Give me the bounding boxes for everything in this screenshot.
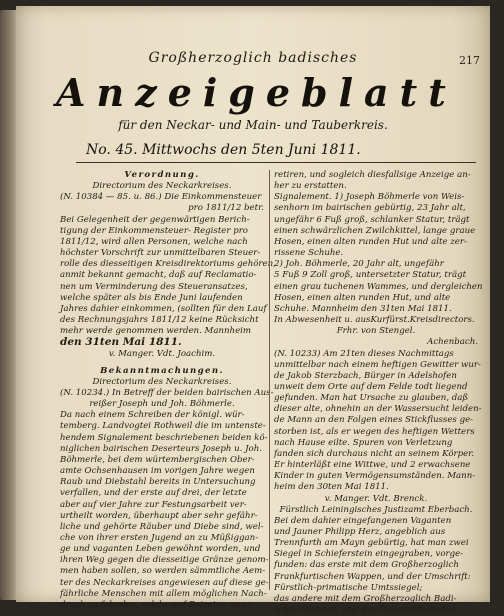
text-line: unweit dem Orte auf dem Felde todt liegend <box>274 381 468 392</box>
text-line: unmittelbar nach einem heftigen Gewitter wur- <box>274 359 481 370</box>
text-line: Directorium des Neckarkreises. <box>92 181 232 192</box>
newspaper-page <box>16 6 490 616</box>
text-line: den 31ten Mai 1811. <box>60 336 182 349</box>
text-line: storben ist, als er wegen des heftigen Wetters <box>274 426 475 437</box>
text-line: funden: das erste mit dem Großherzoglich <box>274 560 459 571</box>
text-line: Schuhe. Mannheim den 31ten Mai 1811. <box>274 303 452 314</box>
text-line: mehr werde genommen werden. Mannheim <box>60 326 252 337</box>
text-line: reißer Joseph und Joh. Böhmerle. <box>89 399 235 410</box>
text-line: che von ihrer ersten Jugend an zu Müßiggan- <box>60 533 259 543</box>
text-line: men haben sollen, so werden sämmtliche Aem- <box>60 566 266 577</box>
text-line: Frankfurtischen Wappen, und der Umschrift: <box>274 571 471 582</box>
text-line: (N. 10233) Am 21ten dieses Nachmittags <box>274 348 454 359</box>
text-line: Da nach einem Schreiben der königl. wür- <box>60 410 245 421</box>
text-line: und Jauner Philipp Herz, angeblich aus <box>274 527 446 537</box>
text-line: das andere mit dem Großherzoglich Badi- <box>274 593 457 604</box>
text-line: tigung der Einkommensteuer- Register pro <box>60 225 248 236</box>
text-line: welche später als bis Ende Juni laufenden <box>60 292 243 303</box>
text-line: Achenbach. <box>427 337 478 348</box>
text-line: schen Wappen, und der Umschrift: Baden- <box>274 605 459 616</box>
text-line: einen schwärzlichen Zwilchkittel, lange graue <box>274 225 476 236</box>
text-line: v. Manger. Vdt. Joachim. <box>108 348 216 359</box>
text-line: (N. 10384 — 85. u. 86.) Die Einkommensteuer <box>60 192 262 203</box>
issue-line <box>86 142 466 158</box>
text-line: v. Manger. Vdt. Brenck. <box>324 493 428 504</box>
text-line: 1811/12, wird allen Personen, welche nach <box>60 236 248 247</box>
text-line: 5 Fuß 9 Zoll groß, untersetzter Statur, trägt <box>274 270 467 281</box>
text-line: Bei Gelegenheit der gegenwärtigen Berich- <box>60 214 250 225</box>
text-line: Hosen, einen alten runden Hut, und alte <box>274 292 451 303</box>
text-line: Bekanntmachungen. <box>100 365 224 376</box>
text-line: Böhmerle, bei dem würtembergischen Ober- <box>60 454 255 465</box>
text-line: urtheilt worden, überhaupt aber sehr gefähr- <box>60 510 258 521</box>
text-line: 2) Joh. Böhmerle, 20 Jahr alt, ungefähr <box>274 259 444 270</box>
text-line: einen grau tuchenen Wammes, und dergleichen <box>274 281 483 292</box>
text-line: des Rechnungsjahrs 1811/12 keine Rücksicht <box>60 315 259 326</box>
masthead-title: Anzeigeblatt <box>56 70 457 115</box>
issue-number: No. 45. <box>86 142 138 158</box>
text-line: Hosen, einen alten runden Hut und alte zer- <box>274 236 467 247</box>
text-line: Signalement. 1) Joseph Böhmerle von Weis- <box>274 192 465 203</box>
text-line: In Abwesenheit u. ausKurfürst.Kreisdirectors. <box>274 315 475 326</box>
text-line: fährliche Menschen mit allem möglichen Nach- <box>60 588 267 599</box>
text-line: Fürstlich-primatische Umtssiegel; <box>274 582 423 593</box>
text-line: (N. 10234.) In Betreff der beiden bairischen Aus- <box>60 387 274 398</box>
header-rule <box>76 162 476 163</box>
text-line: Bei dem dahier eingefangenen Vaganten <box>274 515 452 526</box>
text-line: nach Hause eilte. Spuren von Verletzung <box>274 437 453 448</box>
text-line: Verordnung. <box>124 170 200 180</box>
text-line: Directorium des Neckarkreises. <box>92 376 232 387</box>
text-line: anmit bekannt gemacht, daß auf Reclamatio- <box>60 270 257 281</box>
text-line: höchster Vorschrift zur unmittelbaren Steuer- <box>60 248 261 259</box>
text-line: pro 1811/12 betr. <box>188 203 264 214</box>
text-line: aber auf vier Jahre zur Festungsarbeit ver- <box>60 499 247 510</box>
text-line: ungefähr 6 Fuß groß, schlanker Statur, trägt <box>274 214 470 225</box>
text-line: Trennfurth am Mayn gebürtig, hat man zwei <box>274 538 469 549</box>
masthead-top-line: Großherzoglich badisches <box>148 50 358 66</box>
text-line: hendem Signalement beschriebenen beiden kö- <box>60 432 268 443</box>
text-line: de Jakob Sterzbach, Bürger in Adelshofen <box>274 370 457 381</box>
text-line: temberg. Landvogtei Rothweil die im untenste- <box>60 421 266 432</box>
right-column <box>274 170 483 616</box>
text-line: verfallen, und der erste auf drei, der letzte <box>60 488 247 499</box>
column-divider <box>269 170 270 590</box>
text-line: de Mann an den Folgen eines Stickflusses ge- <box>274 415 474 426</box>
text-line: heim den 30ten Mai 1811. <box>274 482 389 493</box>
left-column <box>60 170 276 611</box>
text-line: amte Ochsenhausen im vorigen Jahre wegen <box>60 466 255 477</box>
text-line: her zu erstatten. <box>274 181 347 192</box>
text-line: gefunden. Man hat Ursache zu glauben, daß <box>274 393 469 404</box>
text-line: rissene Schuhe. <box>274 248 344 259</box>
text-line: Kinder in guten Vermögensumständen. Mann- <box>274 471 476 482</box>
page-number: 217 <box>459 54 480 67</box>
text-line: Fürstlich Leiningisches Justizamt Eberbach. <box>279 504 473 515</box>
text-line: ter des Neckarkreises angewiesen auf diese ge- <box>60 577 269 588</box>
text-line: nen um Verminderung des Steueransatzes, <box>60 281 248 292</box>
text-line: druck zu fahnden, solche auf Betreten zu ar- <box>60 599 255 610</box>
text-line: Er hinterläßt eine Wittwe, und 2 erwachsene <box>274 460 471 471</box>
text-line: dieser alte, ohnehin an der Wassersucht leiden- <box>274 404 482 415</box>
text-line: Frhr. von Stengel. <box>336 326 416 337</box>
text-line: senhorn im bairischen gebürtig, 23 Jahr alt, <box>274 203 466 214</box>
text-line: Siegel in Schieferstein eingegraben, vorge- <box>274 549 464 560</box>
text-line: liche und gehörte Räuber und Diebe sind, wel- <box>60 521 264 532</box>
text-line: rolle des diesseitigen Kreisdirektoriums gehören, <box>60 259 276 270</box>
text-line: niglichen bairischen Deserteurs Joseph u. Joh. <box>60 443 262 454</box>
text-line: fanden sich durchaus nicht an seinem Körper. <box>274 448 475 459</box>
text-line: ge und vaganten Leben gewöhnt worden, und <box>60 544 261 555</box>
text-line: ihren Weg gegen die diesseitige Gränze genom- <box>60 555 269 566</box>
text-line: Raub und Diebstahl bereits in Untersuchung <box>60 477 256 488</box>
text-line: retiren, und sogleich diesfallsige Anzeige an- <box>274 170 471 180</box>
masthead-subtitle: für den Neckar- und Main- und Tauberkreis. <box>118 118 388 132</box>
text-line: Jahres dahier einkommen, (sollten für den Lauf <box>60 303 267 314</box>
issue-date: Mittwochs den 5ten Juni 1811. <box>142 142 361 158</box>
